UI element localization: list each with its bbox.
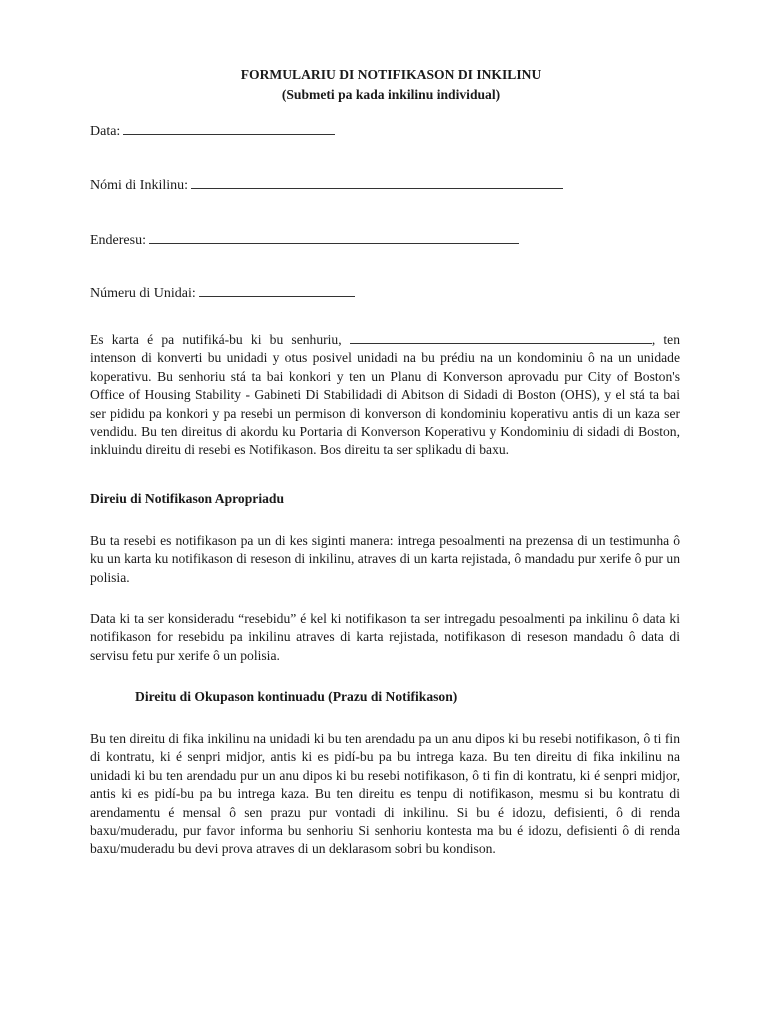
intro-text-start: Es karta é pa nutifiká-bu ki bu senhuriu,: [90, 332, 342, 347]
tenant-name-blank-line: [191, 176, 563, 189]
unit-number-label: Númeru di Unidai:: [90, 286, 196, 301]
date-label: Data:: [90, 124, 121, 139]
address-blank-line: [149, 231, 519, 244]
intro-paragraph: [90, 331, 680, 460]
unit-number-field: [90, 284, 355, 303]
section-heading-continued-occupancy: Direitu di Okupason kontinuadu (Prazu di Notifikason): [135, 689, 458, 704]
tenant-name-label: Nómi di Inkilinu:: [90, 178, 188, 193]
unit-number-blank-line: [199, 284, 355, 297]
date-field: [90, 122, 335, 141]
date-blank-line: [123, 122, 335, 135]
form-subtitle: (Submeti pa kada inkilinu individual): [281, 87, 501, 102]
section-heading-notice-right: Direiu di Notifikason Apropriadu: [90, 491, 285, 506]
address-label: Enderesu:: [90, 233, 146, 248]
form-title: FORMULARIU DI NOTIFIKASON DI INKILINU: [240, 67, 542, 82]
intro-text-rest: , ten intenson di konverti bu unidadi y otus posivel unidadi na bu prédiu na un kondominiu ô na un unidade koperativu. Bu senhoriu stá ta bai konkori y ten un Planu di Konverson aprovadu pur City of Boston's Office of Housing Stability - Gabineti Di Stabilidadi di Abitson di Sidadi di Boston (OHS), y el stá ta bai ser pididu pa konkori y pa resebi un permison di konverson di kondominiu koperativu antis di un kaza ser vendidu. Bu ten direitus di akordu ku Portaria di Konverson Koperativu y Kondominiu di sidadi di Boston, inkluindu direitu di resebi es Notifikason. Bos direitu ta ser splikadu di baxu.: [90, 332, 681, 458]
tenant-name-field: [90, 176, 563, 195]
address-field: [90, 231, 519, 250]
notice-received-paragraph: Data ki ta ser konsideradu “resebidu” é kel ki notifikason ta ser intregadu pesoalmenti pa inkilinu ô data ki notifikason for resebidu pa inkilinu atraves di karta rejistada, notifikason di reseson mandadu ô data di servisu fetu pur xerife ô un polisia.: [90, 611, 680, 663]
notice-delivery-paragraph: Bu ta resebi es notifikason pa un di kes siginti manera: intrega pesoalmenti na prezensa di un testimunha ô ku un karta ku notifikason di reseson di inkilinu, atraves di un karta rejistada, ô mandadu pur xerife ô pur un polisia.: [90, 533, 680, 585]
landlord-name-blank-line: [350, 331, 652, 344]
continued-occupancy-paragraph: Bu ten direitu di fika inkilinu na unidadi ki bu ten arendadu pa un anu dipos ki bu resebi notifikason, ô ti fin di kontratu, ki é senpri midjor, antis ki es pidí-bu pa bu intrega kaza. Bu ten direitu di fika inkilinu na unidadi ki bu ten arendadu pur un anu dipos ki bu resebi notifikason, ô ti fin di kontratu, ki é senpri midjor, antis ki es pidí-bu pa bu intrega kaza. Bu ten direitu es tenpu di notifikason, mesmu si bu kontratu di arendamentu é mensal ô sen prazu pur vontadi di inkilinu. Si bu é idozu, defisienti, ô di renda baxu/muderadu, pur favor informa bu senhoriu Si senhoriu kontesta ma bu é idozu, defisienti ô di renda baxu/muderadu bu devi prova atraves di un deklarasom sobri bu kondison.: [90, 731, 680, 857]
